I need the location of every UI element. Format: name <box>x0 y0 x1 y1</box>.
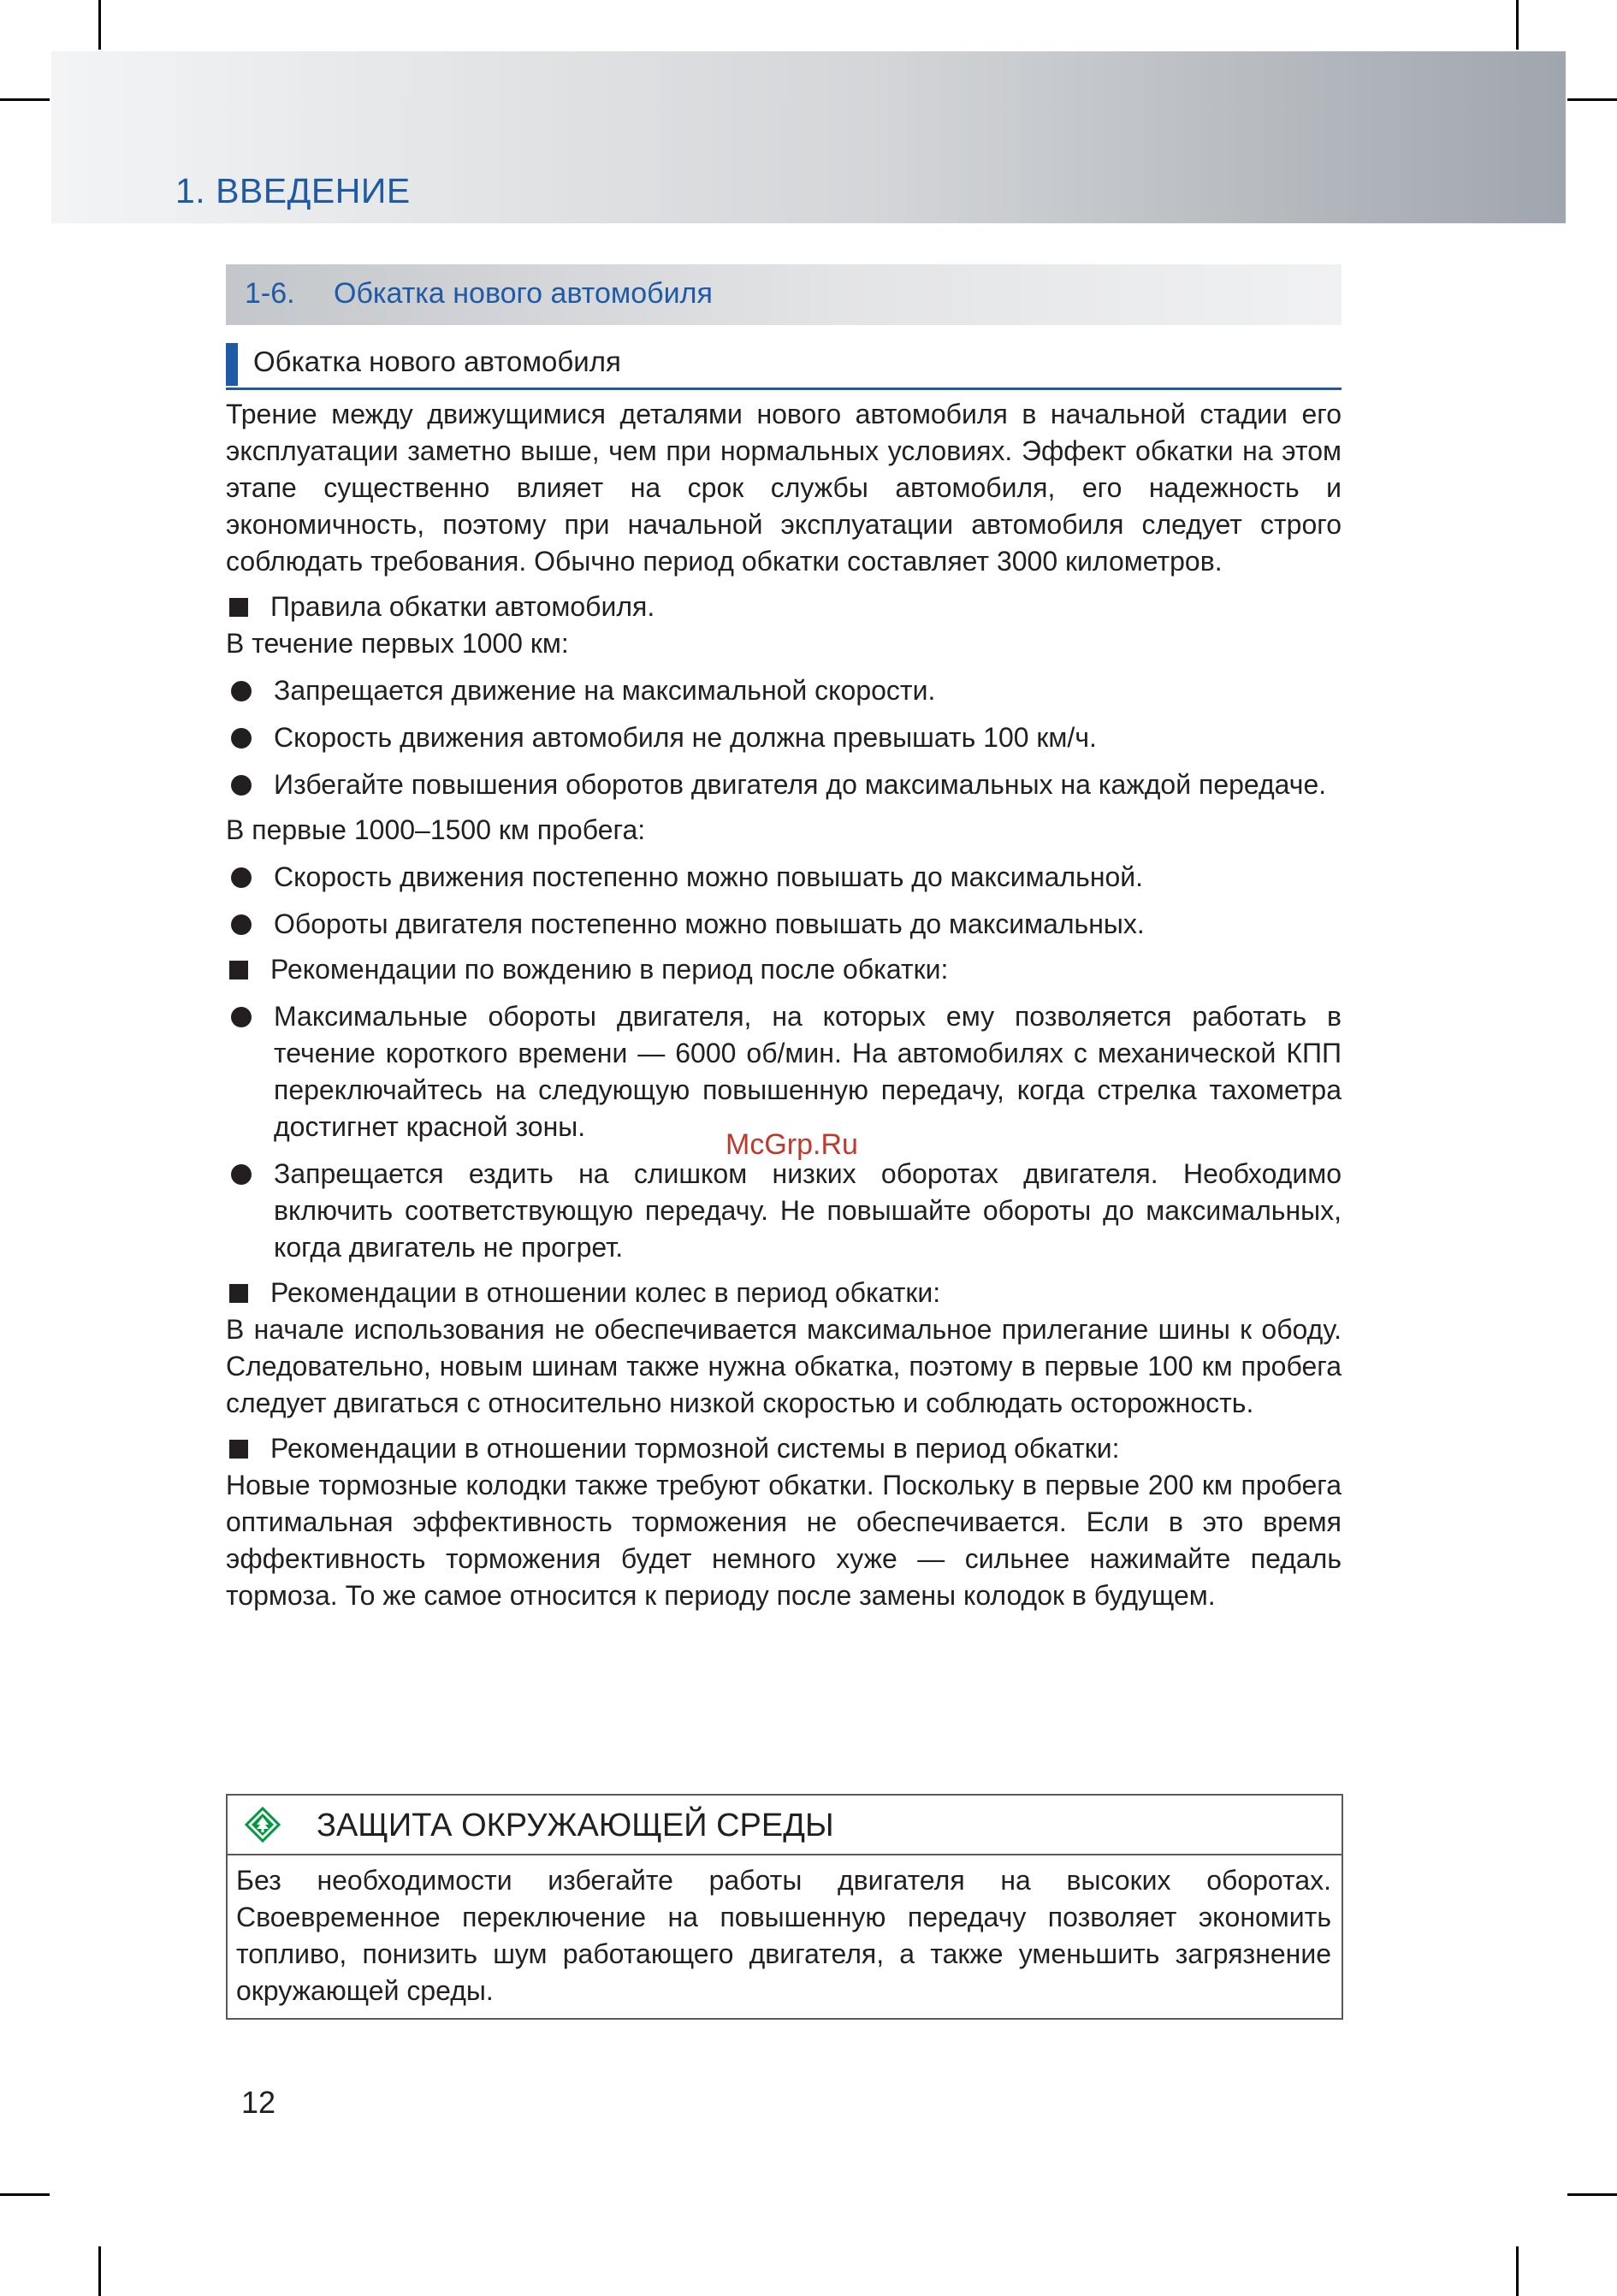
list-item <box>226 998 1342 1145</box>
bullet-dot-icon <box>231 775 252 796</box>
wheels-heading <box>226 1275 1342 1311</box>
chapter-title: 1. ВВЕДЕНИЕ <box>175 171 411 210</box>
list-item <box>226 719 1342 756</box>
crop-mark <box>1516 0 1519 50</box>
brakes-paragraph: Новые тормозные колодки также требуют обкатки. Поскольку в первые 200 км пробега оптимальная эффективность торможения не обеспечивается. Если в это время эффективность торможения будет немного хуже — сильнее нажимайте педаль тормоза. То же самое относится к периоду после замены колодок в будущем. <box>226 1470 1342 1611</box>
list-item-text: Скорость движения постепенно можно повышать до максимальной. <box>274 861 1144 892</box>
subsection-underline <box>226 388 1342 390</box>
crop-mark <box>1516 2246 1519 2296</box>
section-title: Обкатка нового автомобиля <box>334 277 713 310</box>
brakes-heading-text: Рекомендации в отношении тормозной системы в период обкатки: <box>270 1433 1120 1464</box>
list-item-text: Скорость движения автомобиля не должна превышать 100 км/ч. <box>274 722 1097 753</box>
bullet-dot-icon <box>231 728 252 749</box>
list-item-text: Избегайте повышения оборотов двигателя до максимальных на каждой передаче. <box>274 769 1327 800</box>
environment-protection-icon <box>245 1807 281 1843</box>
crop-mark <box>0 98 50 101</box>
environment-note-title: ЗАЩИТА ОКРУЖАЮЩЕЙ СРЕДЫ <box>317 1808 834 1843</box>
main-content <box>226 396 1342 1614</box>
intro-paragraph: Трение между движущимися деталями нового автомобиля в начальной стадии его эксплуатации заметно выше, чем при нормальных условиях. Эффект обкатки на этом этапе существенно влияет на срок службы автомобиля, его надежность и экономичность, поэтому при начальной эксплуатации автомобиля следует строго соблюдать требования. Обычно период обкатки составляет 3000 километров. <box>226 399 1342 577</box>
rules-second-label: В первые 1000–1500 км пробега: <box>226 814 646 845</box>
subsection-heading: Обкатка нового автомобиля <box>253 346 621 377</box>
wheels-heading-text: Рекомендации в отношении колес в период обкатки: <box>270 1277 941 1308</box>
bullet-dot-icon <box>231 1007 252 1027</box>
environment-note-text: Без необходимости избегайте работы двигателя на высоких оборотах. Своевременное переключение на повышенную передачу позволяет экономить топливо, понизить шум работающего двигателя, а также уменьшить загрязнение окружающей среды. <box>236 1865 1331 2006</box>
driving-heading-text: Рекомендации по вождению в период после обкатки: <box>270 954 949 985</box>
rules-first-label: В течение первых 1000 км: <box>226 628 569 659</box>
page-number: 12 <box>241 2085 276 2120</box>
list-item <box>226 672 1342 709</box>
list-item <box>226 1156 1342 1266</box>
bullet-dot-icon <box>231 867 252 888</box>
rules-heading <box>226 589 1342 625</box>
crop-mark <box>98 0 101 50</box>
environment-note-box <box>226 1794 1343 2020</box>
list-item-text: Запрещается ездить на слишком низких оборотах двигателя. Необходимо включить соответствующую передачу. Не повышайте обороты до максимальных, когда двигатель не прогрет. <box>274 1158 1342 1263</box>
square-bullet-icon <box>229 598 248 617</box>
bullet-dot-icon <box>231 914 252 935</box>
bullet-dot-icon <box>231 681 252 701</box>
driving-heading <box>226 951 1342 988</box>
square-bullet-icon <box>229 1440 248 1459</box>
list-item-text: Обороты двигателя постепенно можно повышать до максимальных. <box>274 908 1145 939</box>
list-item-text: Максимальные обороты двигателя, на которых ему позволяется работать в течение короткого времени — 6000 об/мин. На автомобилях с механической КПП переключайтесь на следующую повышенную передачу, когда стрелка тахометра достигнет красной зоны. <box>274 1001 1342 1142</box>
crop-mark <box>0 2193 50 2196</box>
environment-note-header <box>228 1796 1342 1855</box>
section-number: 1-6. <box>245 277 295 310</box>
crop-mark <box>1567 98 1617 101</box>
list-item <box>226 906 1342 943</box>
bullet-dot-icon <box>231 1164 252 1185</box>
square-bullet-icon <box>229 1284 248 1303</box>
list-item <box>226 766 1342 803</box>
crop-mark <box>98 2246 101 2296</box>
rules-heading-text: Правила обкатки автомобиля. <box>270 591 655 622</box>
subsection-marker <box>226 343 238 386</box>
watermark: McGrp.Ru <box>726 1128 858 1161</box>
list-item <box>226 859 1342 896</box>
brakes-heading <box>226 1430 1342 1467</box>
wheels-paragraph: В начале использования не обеспечивается максимальное прилегание шины к ободу. Следовательно, новым шинам также нужна обкатка, поэтому в первые 100 км пробега следует двигаться с относительно низкой скоростью и соблюдать осторожность. <box>226 1314 1342 1418</box>
square-bullet-icon <box>229 961 248 979</box>
crop-mark <box>1567 2193 1617 2196</box>
list-item-text: Запрещается движение на максимальной скорости. <box>274 675 936 706</box>
